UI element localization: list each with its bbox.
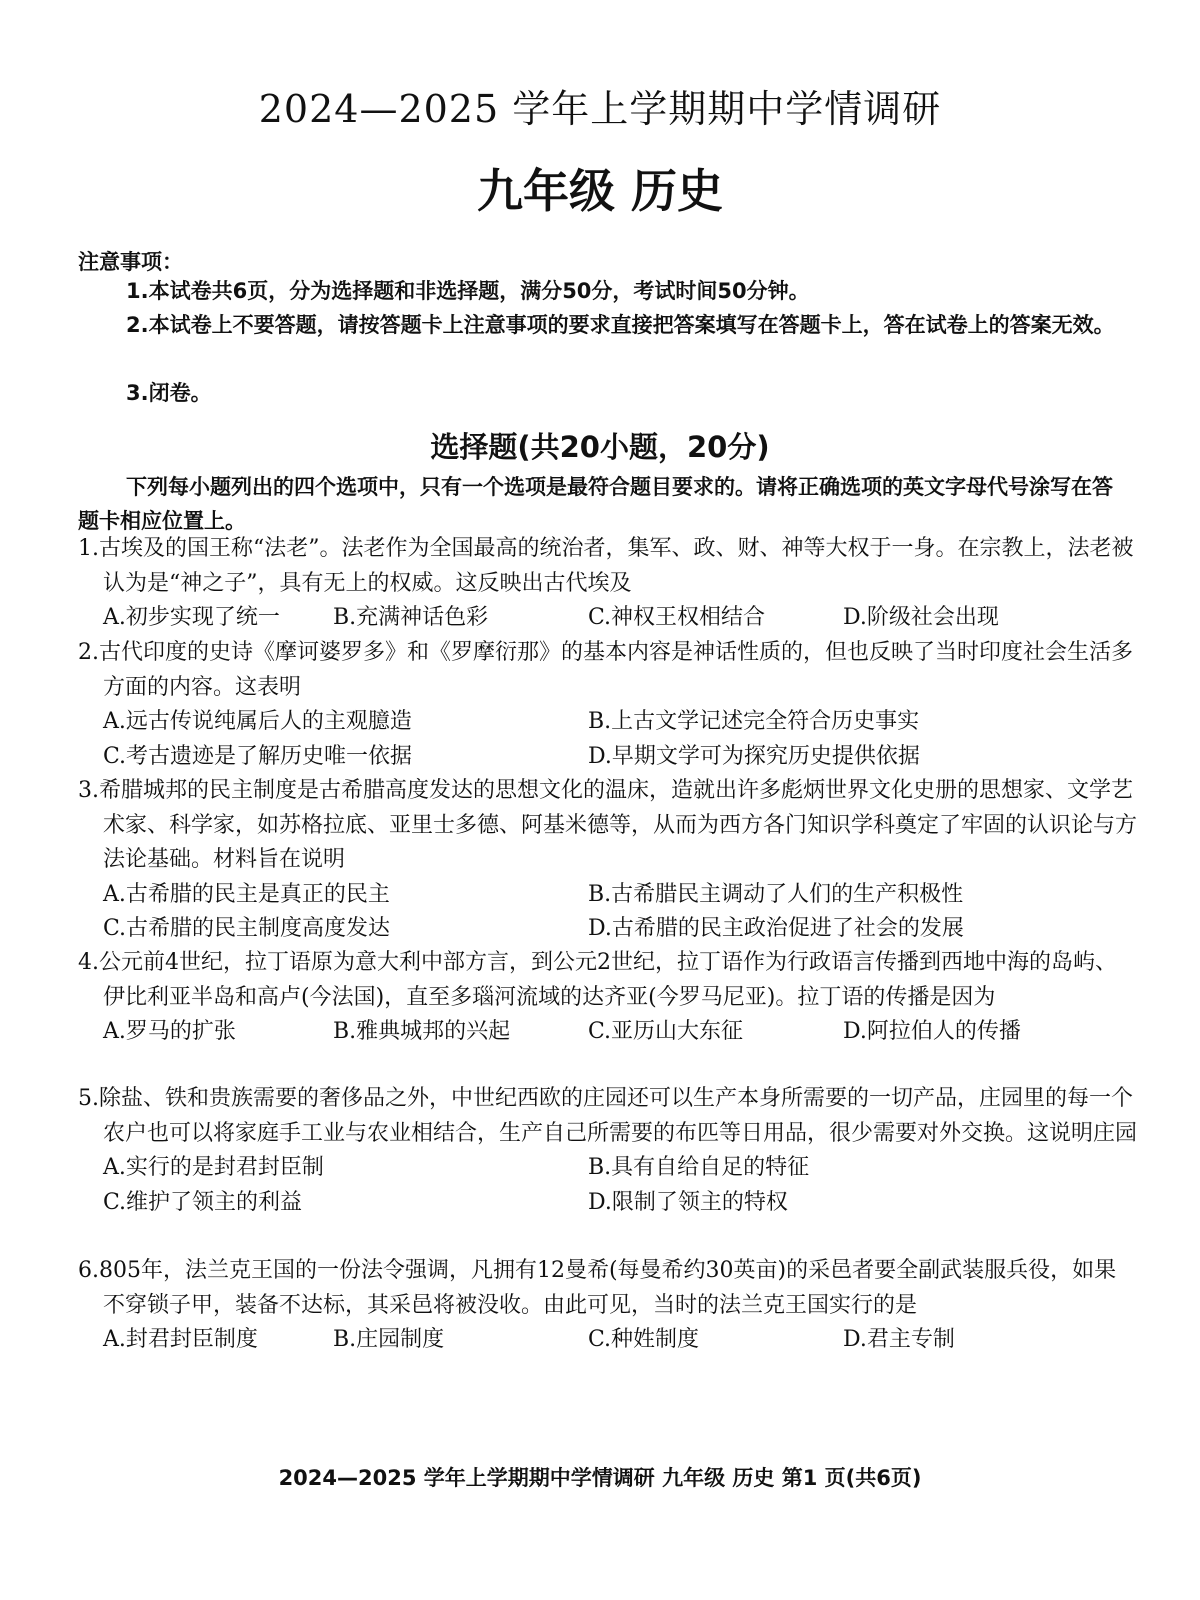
question-2 [78, 636, 1138, 774]
option-row [78, 912, 1138, 947]
page-footer: 2024—2025 学年上学期期中学情调研 九年级 历史 第1 页(共6页) [278, 1466, 922, 1490]
option-c: C.维护了领主的利益 [103, 1189, 303, 1215]
option-c: C.考古遗迹是了解历史唯一依据 [103, 743, 413, 769]
option-a: A.实行的是封君封臣制 [103, 1155, 324, 1180]
question-5 [78, 1082, 1138, 1220]
section-intro: 下列每小题列出的四个选项中，只有一个选项是最符合题目要求的。请将正确选项的英文字母代号涂写在答题卡相应位置上。 [78, 475, 1113, 533]
option-row [78, 1323, 1138, 1358]
option-row [78, 1151, 1138, 1186]
question-1 [78, 532, 1138, 636]
option-b: B.古希腊民主调动了人们的生产积极性 [588, 881, 964, 907]
option-b: B.庄园制度 [333, 1327, 445, 1352]
question-stem: 1.古埃及的国王称“法老”。法老作为全国最高的统治者，集军、政、财、神等大权于一身。在宗教上，法老被认为是“神之子”，具有无上的权威。这反映出古代埃及 [78, 536, 1134, 596]
option-d: D.早期文学可为探究历史提供依据 [588, 743, 920, 769]
option-a: A.初步实现了统一 [103, 605, 280, 630]
option-c: C.种姓制度 [588, 1327, 700, 1352]
notice-heading: 注意事项： [78, 250, 183, 274]
question-stem: 2.古代印度的史诗《摩诃婆罗多》和《罗摩衍那》的基本内容是神话性质的，但也反映了当时印度社会生活多方面的内容。这表明 [78, 640, 1133, 700]
question-4 [78, 946, 1138, 1050]
exam-subtitle: 九年级 历史 [476, 164, 723, 218]
option-d: D.古希腊的民主政治促进了社会的发展 [588, 916, 964, 941]
question-6 [78, 1254, 1138, 1358]
option-row [78, 601, 1138, 636]
option-b: B.充满神话色彩 [333, 605, 489, 630]
option-d: D.阶级社会出现 [843, 605, 999, 630]
question-3 [78, 774, 1138, 947]
option-c: C.神权王权相结合 [588, 605, 766, 630]
notice-item-1: 1.本试卷共6页，分为选择题和非选择题，满分50分，考试时间50分钟。 [126, 279, 810, 303]
option-a: A.封君封臣制度 [103, 1327, 258, 1352]
exam-title: 2024—2025 学年上学期期中学情调研 [258, 87, 942, 131]
option-d: D.限制了领主的特权 [588, 1189, 788, 1215]
option-row [78, 878, 1138, 913]
option-row [78, 1015, 1138, 1050]
option-a: A.罗马的扩张 [103, 1019, 236, 1044]
option-row [78, 1186, 1138, 1221]
question-stem: 6.805年，法兰克王国的一份法令强调，凡拥有12曼希(每曼希约30英亩)的采邑者要全副武装服兵役，如果不穿锁子甲，装备不达标，其采邑将被没收。由此可见，当时的法兰克王国实行的是 [78, 1258, 1117, 1318]
option-row [78, 740, 1138, 775]
question-stem: 3.希腊城邦的民主制度是古希腊高度发达的思想文化的温床，造就出许多彪炳世界文化史册的思想家、文学艺术家、科学家，如苏格拉底、亚里士多德、阿基米德等，从而为西方各门知识学科奠定了牢固的认识论与方法论基础。材料旨在说明 [78, 778, 1138, 872]
option-b: B.雅典城邦的兴起 [333, 1019, 511, 1044]
option-b: B.上古文学记述完全符合历史事实 [588, 709, 920, 734]
notice-item-3: 3.闭卷。 [126, 381, 212, 405]
option-c: C.亚历山大东征 [588, 1019, 744, 1044]
option-b: B.具有自给自足的特征 [588, 1155, 810, 1180]
option-a: A.远古传说纯属后人的主观臆造 [103, 709, 412, 734]
option-a: A.古希腊的民主是真正的民主 [103, 881, 390, 907]
option-d: D.阿拉伯人的传播 [843, 1019, 1021, 1044]
question-stem: 5.除盐、铁和贵族需要的奢侈品之外，中世纪西欧的庄园还可以生产本身所需要的一切产品，庄园里的每一个农户也可以将家庭手工业与农业相结合，生产自己所需要的布匹等日用品，很少需要对外交换。这说明庄园 [78, 1086, 1138, 1146]
option-d: D.君主专制 [843, 1327, 955, 1352]
question-stem: 4.公元前4世纪，拉丁语原为意大利中部方言，到公元2世纪，拉丁语作为行政语言传播到西地中海的岛屿、伊比利亚半岛和高卢(今法国)，直至多瑙河流域的达齐亚(今罗马尼亚)。拉丁语的传播是因为 [78, 950, 1117, 1010]
notice-item-2: 2.本试卷上不要答题，请按答题卡上注意事项的要求直接把答案填写在答题卡上，答在试卷上的答案无效。 [126, 313, 1115, 337]
section-title: 选择题(共20小题，20分) [430, 430, 770, 464]
option-row [78, 705, 1138, 740]
option-c: C.古希腊的民主制度高度发达 [103, 916, 391, 941]
